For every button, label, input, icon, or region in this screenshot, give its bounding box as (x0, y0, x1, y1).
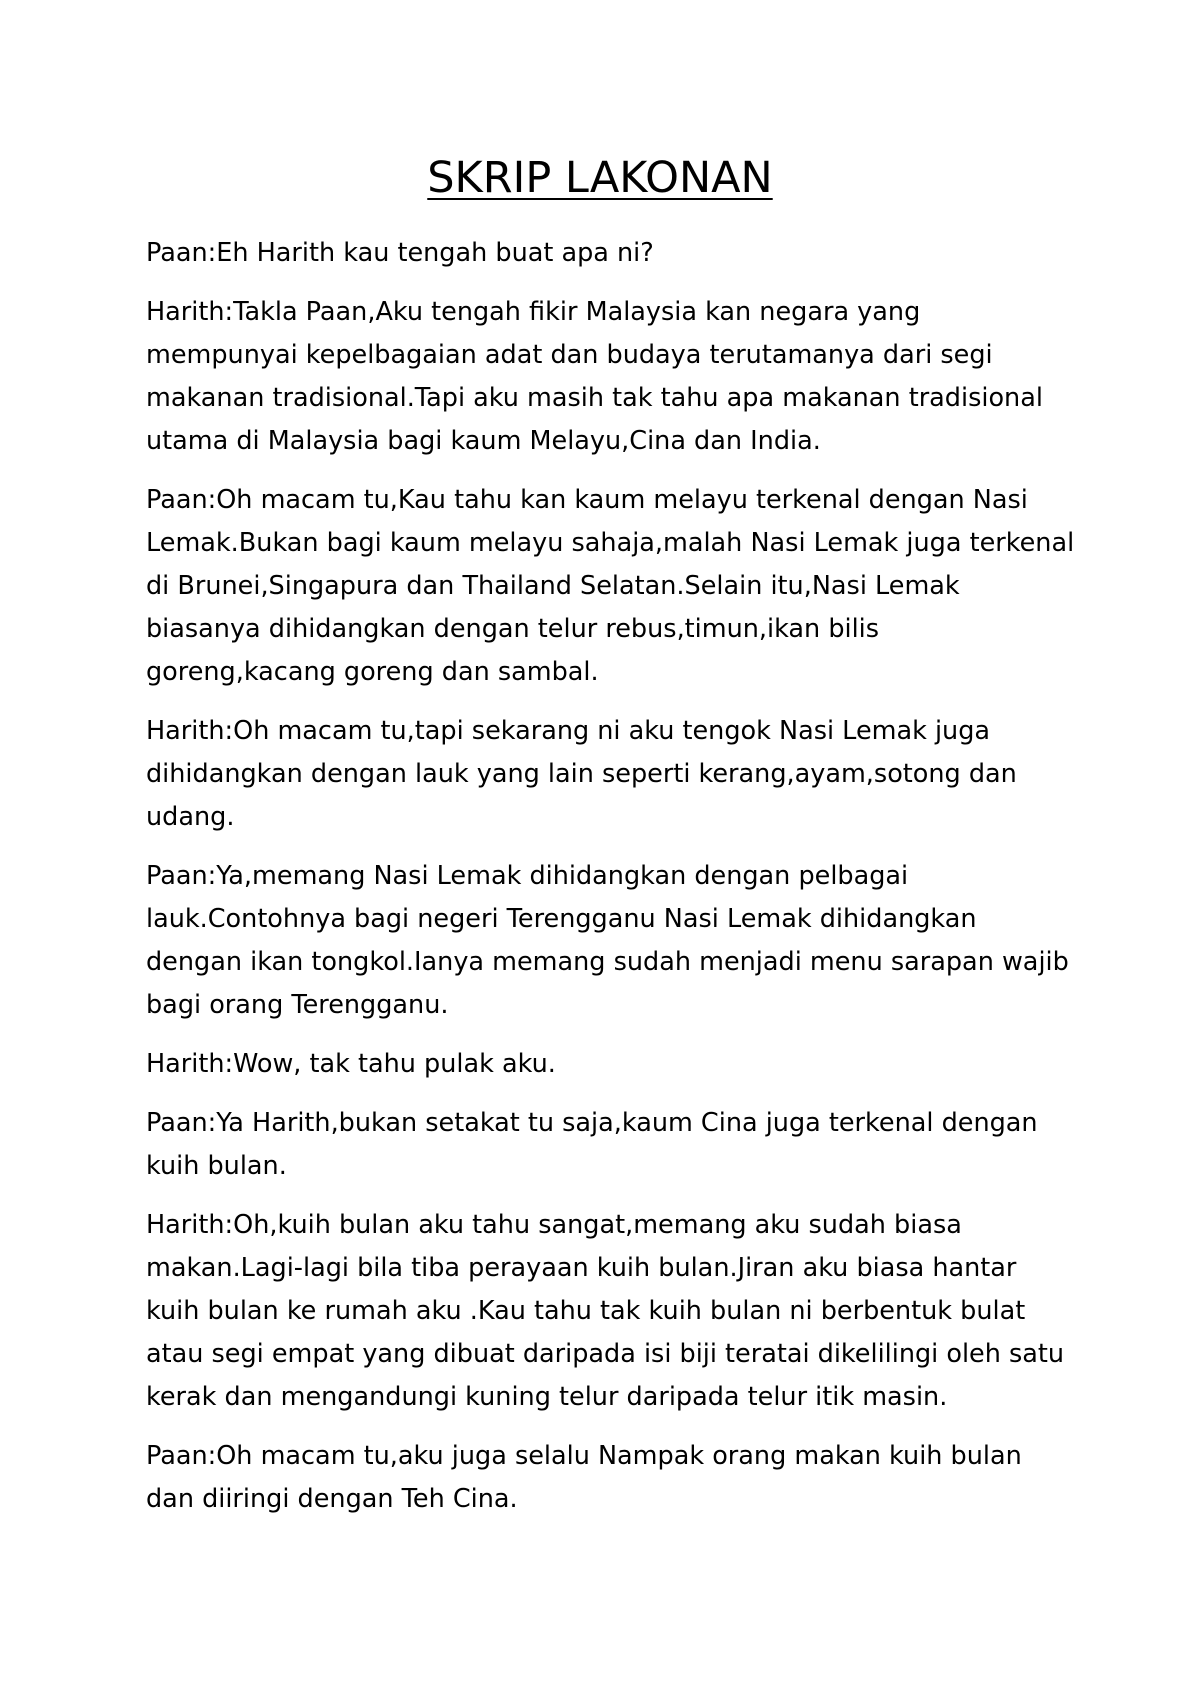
page-title-text: SKRIP LAKONAN (427, 153, 773, 203)
dialogue-paragraph: Harith:Wow, tak tahu pulak aku. (146, 1049, 556, 1079)
dialogue-paragraph: Harith:Oh,kuih bulan aku tahu sangat,memang aku sudah biasa makan.Lagi-lagi bila tiba perayaan kuih bulan.Jiran aku biasa hantar kuih bulan ke rumah aku .Kau tahu tak kuih bulan ni berbentuk bulat atau segi empat yang dibuat daripada isi biji teratai dikelilingi oleh satu kerak dan mengandungi kuning telur daripada telur itik masin. (146, 1210, 1065, 1412)
dialogue-paragraph: Paan:Oh macam tu,aku juga selalu Nampak orang makan kuih bulan dan diiringi dengan Teh Cina. (146, 1441, 1022, 1514)
dialogue-paragraph: Harith:Takla Paan,Aku tengah fikir Malaysia kan negara yang mempunyai kepelbagaian adat dan budaya terutamanya dari segi makanan tradisional.Tapi aku masih tak tahu apa makanan tradisional utama di Malaysia bagi kaum Melayu,Cina dan India. (146, 297, 1043, 456)
dialogue-paragraph: Paan:Ya,memang Nasi Lemak dihidangkan dengan pelbagai lauk.Contohnya bagi negeri Terengganu Nasi Lemak dihidangkan dengan ikan tongkol.Ianya memang sudah menjadi menu sarapan wajib bagi orang Terengganu. (146, 861, 1069, 1020)
script-body (146, 232, 1076, 1537)
dialogue-paragraph: Paan:Eh Harith kau tengah buat apa ni? (146, 238, 654, 268)
dialogue-paragraph: Paan:Ya Harith,bukan setakat tu saja,kaum Cina juga terkenal dengan kuih bulan. (146, 1108, 1038, 1181)
page-title (0, 150, 1200, 206)
dialogue-paragraph: Harith:Oh macam tu,tapi sekarang ni aku tengok Nasi Lemak juga dihidangkan dengan lauk yang lain seperti kerang,ayam,sotong dan udang. (146, 716, 1017, 832)
dialogue-paragraph: Paan:Oh macam tu,Kau tahu kan kaum melayu terkenal dengan Nasi Lemak.Bukan bagi kaum melayu sahaja,malah Nasi Lemak juga terkenal di Brunei,Singapura dan Thailand Selatan.Selain itu,Nasi Lemak biasanya dihidangkan dengan telur rebus,timun,ikan bilis goreng,kacang goreng dan sambal. (146, 485, 1075, 687)
